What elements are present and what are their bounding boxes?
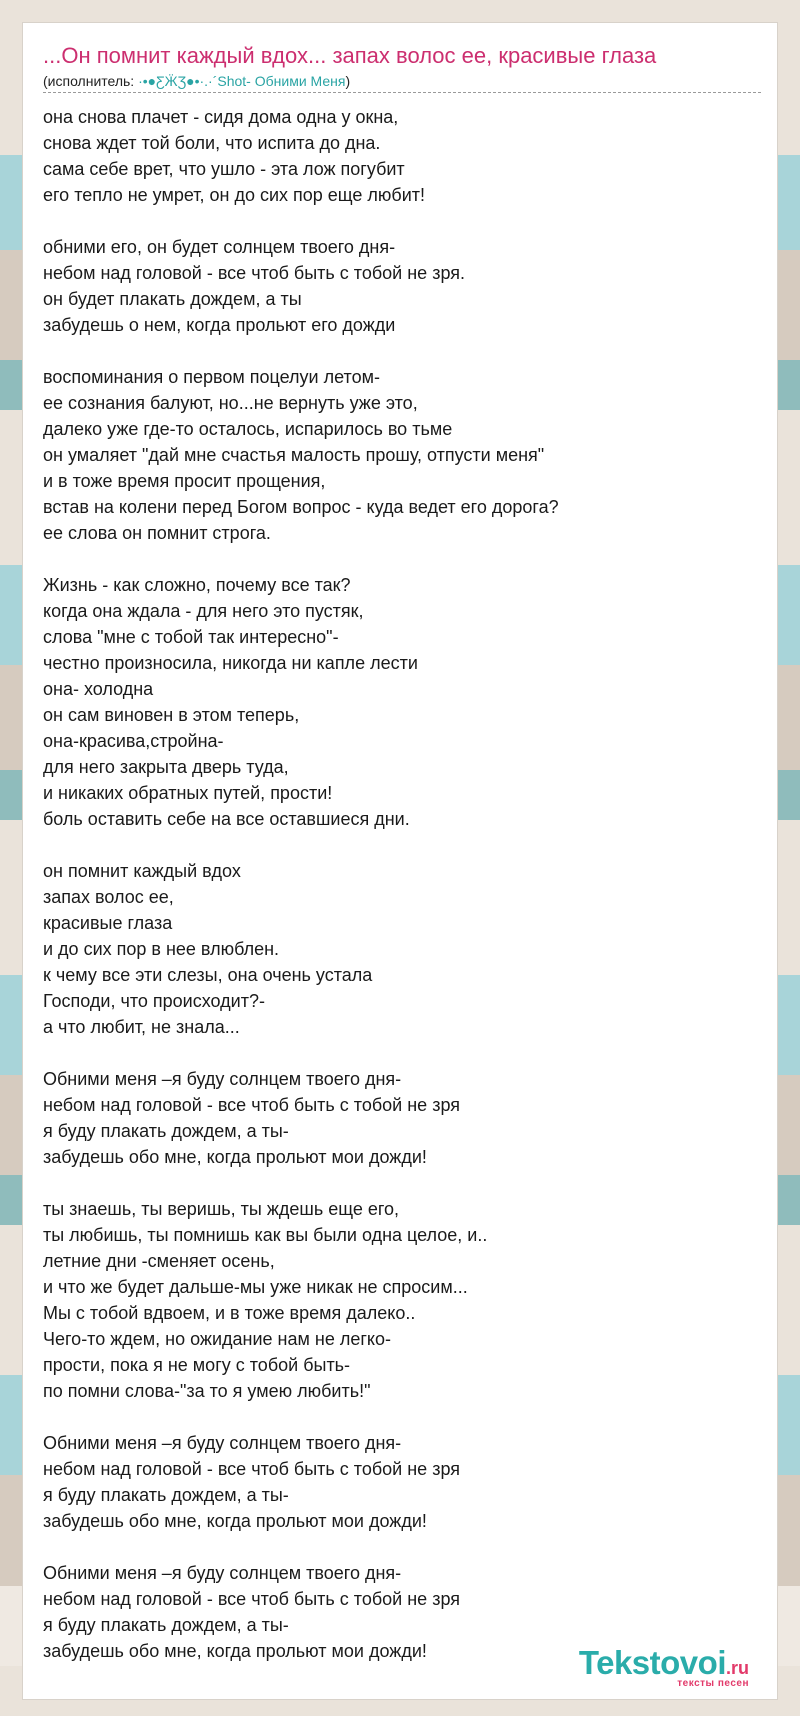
song-title: ...Он помнит каждый вдох... запах волос ее, красивые глаза bbox=[43, 43, 657, 68]
logo-wordmark: Tekstovoi bbox=[578, 1644, 726, 1681]
logo-tagline: тексты песен bbox=[677, 1678, 749, 1689]
artist-link[interactable]: ·•●ƸӜƷ●•·.·´Shot- Обними Меня bbox=[138, 73, 346, 89]
lyrics-card bbox=[22, 22, 778, 1700]
logo-tld: .ru bbox=[725, 1658, 749, 1678]
artist-prefix: (исполнитель: bbox=[43, 73, 139, 89]
artist-suffix: ) bbox=[345, 73, 351, 89]
tekstovoi-logo[interactable] bbox=[529, 1644, 749, 1689]
lyrics-text: она снова плачет - сидя дома одна у окна, снова ждет той боли, что испита до дна. сама себе врет, что ушло - эта лож погубит его тепло не умрет, он до сих пор еще любит! обними его, он будет солнцем твоего дня- небом над головой - все чтоб быть с тобой не зря. он будет плакать дождем, а ты забудешь о нем, когда прольют его дожди воспоминания о первом поцелуи летом- ее сознания балуют, но...не вернуть уже это, далеко уже где-то осталось, испарилось во тьме он умаляет "дай мне счастья малость прошу, отпусти меня" и в тоже время просит прощения, встав на колени перед Богом вопрос - куда ведет его дорога? ее слова он помнит строга. Жизнь - как сложно, почему все так? когда она ждала - для него это пустяк, слова "мне с тобой так интересно"- честно произносила, никогда ни капле лести она- холодна он сам виновен в этом теперь, она-красива,стройна- для него закрыта дверь туда, и никаких обратных путей, прости! боль оставить себе на все оставшиеся дни. он помнит каждый вдох запах волос ее, красивые глаза и до сих пор в нее влюблен. к чему все эти слезы, она очень устала Господи, что происходит?- а что любит, не знала... Обними меня –я буду солнцем твоего дня- небом над головой - все чтоб быть с тобой не зря я буду плакать дождем, а ты- забудешь обо мне, когда прольют мои дожди! ты знаешь, ты веришь, ты ждешь еще его, ты любишь, ты помнишь как вы были одна целое, и.. летние дни -сменяет осень, и что же будет дальше-мы уже никак не спросим... Мы с тобой вдвоем, и в тоже время далеко.. Чего-то ждем, но ожидание нам не легко- прости, пока я не могу с тобой быть- по помни слова-"за то я умею любить!" Обними меня –я буду солнцем твоего дня- небом над головой - все чтоб быть с тобой не зря я буду плакать дождем, а ты- забудешь обо мне, когда прольют мои дожди! Обними меня –я буду солнцем твоего дня- небом над головой - все чтоб быть с тобой не зря я буду плакать дождем, а ты- забудешь обо мне, когда прольют мои дожди! bbox=[43, 107, 559, 1661]
artist-line bbox=[43, 73, 761, 93]
